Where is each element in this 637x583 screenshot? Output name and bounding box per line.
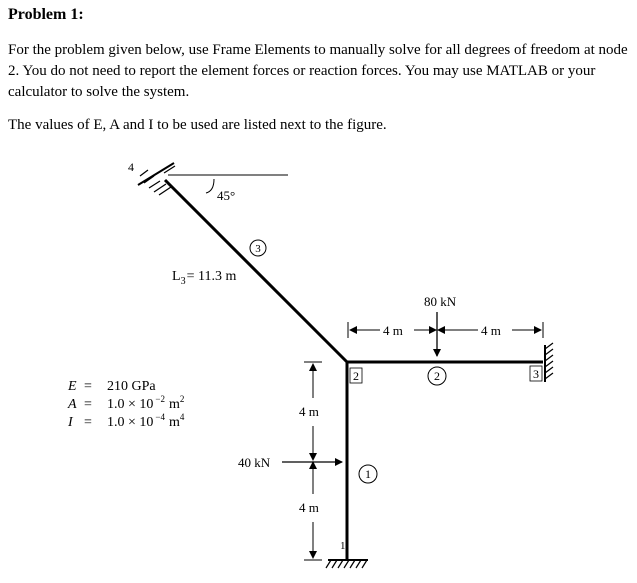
node-1-label: 1 xyxy=(340,540,346,552)
element-2-label: 2 xyxy=(434,369,440,383)
node-4-label: 4 xyxy=(128,160,134,174)
support-node-1 xyxy=(326,560,368,568)
node-2-label: 2 xyxy=(353,369,359,383)
prop-A-eq: = xyxy=(84,397,92,412)
length-label: $L_3= 11.3$ m xyxy=(172,269,237,287)
load-horizontal-label: 40 kN xyxy=(238,455,271,470)
horizontal-dimensions xyxy=(348,322,543,338)
element-1-label: 1 xyxy=(365,467,371,481)
vertical-dimensions xyxy=(304,362,322,560)
support-node-3 xyxy=(545,343,553,382)
prop-A-value: 1.0 × 10 $^{-2}$ $m^2$ xyxy=(107,394,185,412)
element-3-label: 3 xyxy=(255,243,261,255)
dim-upper-label: 4 m xyxy=(299,404,319,419)
material-properties xyxy=(67,379,185,430)
prop-I-eq: = xyxy=(84,415,92,430)
node-3-label: 3 xyxy=(533,367,539,381)
prop-A-symbol: A xyxy=(68,397,77,412)
dim-lower-label: 4 m xyxy=(299,500,319,515)
dim-right-label: 4 m xyxy=(481,323,501,338)
prop-I-value: 1.0 × 10 $^{-4}$ $m^4$ xyxy=(107,412,185,430)
prop-E-value: 210 GPa xyxy=(107,379,156,394)
problem-instructions: For the problem given below, use Frame Elements to manually solve for all degrees of freedom at node 2. You do not need to report the element forces or reaction forces. You may use MATLAB or your calculator to solve the system. xyxy=(8,42,628,100)
support-node-4 xyxy=(138,163,175,195)
problem-heading: Problem 1: xyxy=(8,6,84,23)
prop-I-symbol: I xyxy=(68,415,73,430)
problem-values-note: The values of E, A and I to be used are listed next to the figure. xyxy=(8,117,387,133)
prop-E-eq: = xyxy=(84,379,92,394)
angle-label: 45° xyxy=(217,188,236,203)
dim-left-label: 4 m xyxy=(383,323,403,338)
angle-arc xyxy=(206,179,214,193)
load-vertical-label: 80 kN xyxy=(424,294,457,309)
prop-E-symbol: E xyxy=(68,379,77,394)
